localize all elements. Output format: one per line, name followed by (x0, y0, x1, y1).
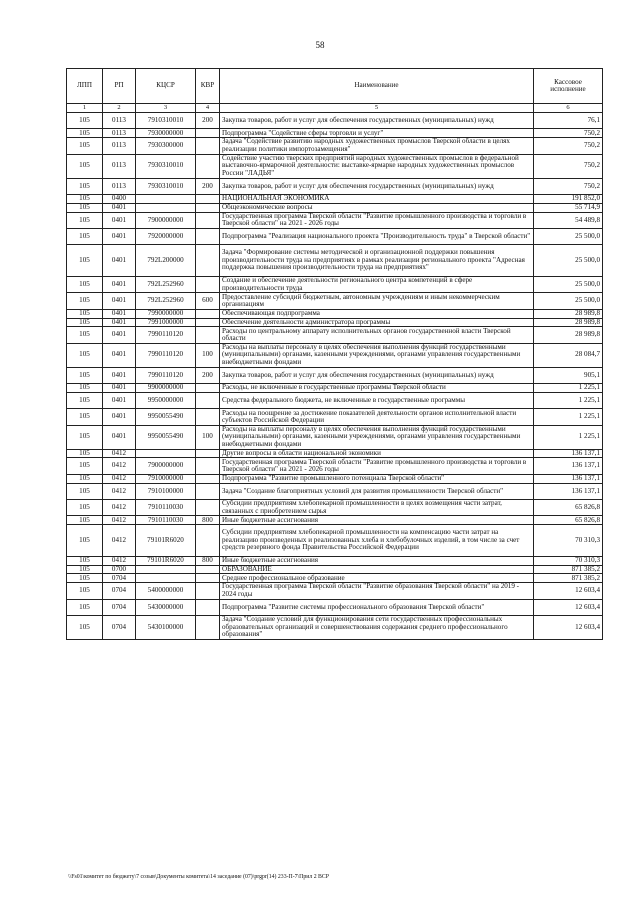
cell-kcsr: 792L200000 (136, 245, 196, 277)
column-number: 4 (196, 104, 220, 113)
header-cash-execution: Кассовое исполнение (534, 69, 603, 104)
table-row (67, 203, 603, 212)
table-row (67, 483, 603, 499)
header-rp: РП (103, 69, 136, 104)
cell-rp: 0412 (103, 483, 136, 499)
cell-value: 136 137,1 (534, 449, 603, 458)
table-row (67, 425, 603, 449)
header-name: Наименование (220, 69, 534, 104)
table-row (67, 500, 603, 516)
cell-name: Задача "Создание условий для функционирования сети государственных профессиональных образовательных организаций и совершенствования содержания среднего профессионального образования" (220, 616, 534, 640)
cell-lpp: 105 (67, 500, 103, 516)
cell-lpp: 105 (67, 525, 103, 557)
cell-rp: 0401 (103, 212, 136, 228)
cell-lpp: 105 (67, 425, 103, 449)
cell-value: 25 500,0 (534, 276, 603, 292)
cell-name: Расходы по центральному аппарату исполнительных органов государственной власти Тверской области (220, 327, 534, 343)
header-kvr: КВР (196, 69, 220, 104)
table-row (67, 525, 603, 557)
cell-name: Задача "Содействие развитию народных художественных промыслов Тверской области в целях реализации политики импортозамещения" (220, 138, 534, 154)
table-header-row (67, 69, 603, 104)
cell-value: 65 826,8 (534, 500, 603, 516)
cell-kvr (196, 599, 220, 615)
cell-kvr (196, 384, 220, 393)
cell-name: Иные бюджетные ассигнования (220, 516, 534, 525)
cell-rp: 0704 (103, 599, 136, 615)
cell-kvr (196, 129, 220, 138)
cell-name: Расходы на поощрение за достижение показателей деятельности органов исполнительной власти субъектов Российской Федерации (220, 409, 534, 425)
cell-kcsr: 7991000000 (136, 318, 196, 327)
cell-kcsr: 9950055490 (136, 425, 196, 449)
cell-name: Общеэкономические вопросы (220, 203, 534, 212)
cell-value: 54 489,8 (534, 212, 603, 228)
cell-value: 65 826,8 (534, 516, 603, 525)
cell-kcsr: 7930300000 (136, 138, 196, 154)
table-row (67, 616, 603, 640)
column-number: 2 (103, 104, 136, 113)
cell-name: Задача "Формирование системы методической и организационной поддержки повышения производительности труда на предприятиях в рамках реализации регионального проекта "Адресная поддержка повышения производительности труда на предприятиях" (220, 245, 534, 277)
cell-rp: 0401 (103, 293, 136, 309)
cell-name: Задача "Создание благоприятных условий для развития промышленности Тверской области" (220, 483, 534, 499)
cell-name: Содействие участию тверских предприятий народных художественных промыслов в федеральной выставочно-ярмарочной деятельности: выставке-ярмарке народных художественных промыслов России "ЛАДЬЯ" (220, 154, 534, 178)
cell-kcsr: 5430100000 (136, 616, 196, 640)
cell-kcsr (136, 574, 196, 583)
table-row (67, 245, 603, 277)
cell-value: 25 500,0 (534, 245, 603, 277)
cell-value: 28 989,8 (534, 318, 603, 327)
cell-kvr: 100 (196, 425, 220, 449)
cell-value: 1 225,1 (534, 425, 603, 449)
cell-kvr (196, 154, 220, 178)
cell-name: Подпрограмма "Развитие системы профессионального образования Тверской области" (220, 599, 534, 615)
cell-rp: 0412 (103, 458, 136, 474)
cell-kvr: 100 (196, 343, 220, 367)
cell-name: НАЦИОНАЛЬНАЯ ЭКОНОМИКА (220, 194, 534, 203)
cell-value: 12 603,4 (534, 616, 603, 640)
cell-value: 12 603,4 (534, 599, 603, 615)
cell-kcsr: 79101R6020 (136, 556, 196, 565)
cell-name: Расходы, не включенные в государственные программы Тверской области (220, 384, 534, 393)
cell-kcsr: 9950000000 (136, 392, 196, 408)
cell-kvr (196, 309, 220, 318)
cell-name: Подпрограмма "Реализация национального проекта "Производительность труда" в Тверской области" (220, 228, 534, 244)
table-row (67, 474, 603, 483)
cell-rp: 0401 (103, 309, 136, 318)
cell-kcsr (136, 449, 196, 458)
cell-lpp: 105 (67, 367, 103, 383)
cell-kcsr: 7900000000 (136, 212, 196, 228)
cell-lpp: 105 (67, 483, 103, 499)
cell-rp: 0401 (103, 343, 136, 367)
cell-rp: 0412 (103, 500, 136, 516)
cell-kcsr: 7910100000 (136, 483, 196, 499)
cell-kvr (196, 616, 220, 640)
cell-rp: 0401 (103, 276, 136, 292)
table-row (67, 113, 603, 129)
cell-lpp: 105 (67, 474, 103, 483)
table-row (67, 449, 603, 458)
cell-value: 28 084,7 (534, 343, 603, 367)
cell-value: 25 500,0 (534, 228, 603, 244)
cell-rp: 0412 (103, 449, 136, 458)
cell-rp: 0412 (103, 516, 136, 525)
table-row (67, 194, 603, 203)
cell-value: 136 137,1 (534, 474, 603, 483)
cell-kvr (196, 245, 220, 277)
table-row (67, 154, 603, 178)
cell-name: ОБРАЗОВАНИЕ (220, 565, 534, 574)
cell-kvr: 600 (196, 293, 220, 309)
cell-name: Средства федерального бюджета, не включенные в государственные программы (220, 392, 534, 408)
cell-kvr (196, 449, 220, 458)
cell-kcsr: 7930000000 (136, 129, 196, 138)
cell-kcsr: 7930310010 (136, 154, 196, 178)
cell-kcsr: 7990110120 (136, 367, 196, 383)
cell-kcsr: 7900000000 (136, 458, 196, 474)
cell-kvr (196, 458, 220, 474)
cell-kvr (196, 212, 220, 228)
cell-lpp: 105 (67, 392, 103, 408)
cell-name: Расходы на выплаты персоналу в целях обеспечения выполнения функций государственными (муниципальными) органами, казенными учреждениями, органами управления государственными внебюджетными фондами (220, 425, 534, 449)
cell-rp: 0113 (103, 138, 136, 154)
table-row (67, 565, 603, 574)
cell-rp: 0704 (103, 583, 136, 599)
cell-lpp: 105 (67, 458, 103, 474)
cell-kvr (196, 392, 220, 408)
cell-rp: 0412 (103, 556, 136, 565)
cell-kvr (196, 194, 220, 203)
cell-value: 1 225,1 (534, 384, 603, 393)
table-row (67, 293, 603, 309)
table-row (67, 228, 603, 244)
column-number: 3 (136, 104, 196, 113)
cell-kvr (196, 228, 220, 244)
cell-kcsr: 7930310010 (136, 178, 196, 194)
cell-value: 750,2 (534, 154, 603, 178)
cell-lpp: 105 (67, 178, 103, 194)
cell-value: 871 385,2 (534, 574, 603, 583)
cell-rp: 0401 (103, 203, 136, 212)
table-row (67, 556, 603, 565)
table-row (67, 583, 603, 599)
cell-rp: 0401 (103, 245, 136, 277)
column-number: 1 (67, 104, 103, 113)
cell-kcsr: 792L252960 (136, 293, 196, 309)
cell-lpp: 105 (67, 138, 103, 154)
cell-rp: 0113 (103, 154, 136, 178)
cell-name: Государственная программа Тверской области "Развитие образования Тверской области" на 2019 - 2024 годы (220, 583, 534, 599)
cell-kcsr (136, 565, 196, 574)
cell-name: Закупка товаров, работ и услуг для обеспечения государственных (муниципальных) нужд (220, 178, 534, 194)
cell-kvr (196, 203, 220, 212)
cell-lpp: 105 (67, 212, 103, 228)
cell-lpp: 105 (67, 309, 103, 318)
cell-name: Среднее профессиональное образование (220, 574, 534, 583)
column-number: 6 (534, 104, 603, 113)
cell-kvr (196, 565, 220, 574)
cell-value: 1 225,1 (534, 409, 603, 425)
cell-rp: 0113 (103, 129, 136, 138)
cell-name: Подпрограмма "Развитие промышленного потенциала Тверской области" (220, 474, 534, 483)
table-row (67, 458, 603, 474)
table-row (67, 599, 603, 615)
cell-lpp: 105 (67, 129, 103, 138)
cell-lpp: 105 (67, 574, 103, 583)
cell-kvr (196, 327, 220, 343)
cell-name: Другие вопросы в области национальной экономики (220, 449, 534, 458)
cell-value: 28 989,8 (534, 309, 603, 318)
cell-kcsr: 7910310010 (136, 113, 196, 129)
cell-kcsr: 792L252960 (136, 276, 196, 292)
cell-kvr (196, 583, 220, 599)
cell-rp: 0401 (103, 392, 136, 408)
cell-rp: 0401 (103, 409, 136, 425)
cell-name: Подпрограмма "Содействие сферы торговли и услуг" (220, 129, 534, 138)
cell-kcsr: 7910110030 (136, 500, 196, 516)
cell-value: 871 385,2 (534, 565, 603, 574)
cell-value: 70 310,3 (534, 525, 603, 557)
cell-rp: 0401 (103, 425, 136, 449)
cell-value: 750,2 (534, 138, 603, 154)
cell-name: Субсидии предприятиям хлебопекарной промышленности в целях возмещения части затрат, связанных с приобретением сырья (220, 500, 534, 516)
cell-kvr: 800 (196, 516, 220, 525)
cell-kvr (196, 474, 220, 483)
table-row (67, 318, 603, 327)
cell-rp: 0401 (103, 384, 136, 393)
cell-value: 76,1 (534, 113, 603, 129)
cell-rp: 0401 (103, 228, 136, 244)
table-row (67, 384, 603, 393)
table-row (67, 392, 603, 408)
table-row (67, 409, 603, 425)
column-number: 5 (220, 104, 534, 113)
cell-kcsr (136, 203, 196, 212)
cell-kvr (196, 525, 220, 557)
cell-value: 136 137,1 (534, 458, 603, 474)
cell-kvr (196, 409, 220, 425)
cell-kcsr: 5430000000 (136, 599, 196, 615)
cell-kvr (196, 483, 220, 499)
cell-rp: 0704 (103, 574, 136, 583)
cell-name: Субсидии предприятиям хлебопекарной промышленности на компенсацию части затрат на реализацию произведенных и реализованных хлеба и хлебобулочных изделий, в том числе за счет средств резервного фонда Правительства Российской Федерации (220, 525, 534, 557)
cell-name: Расходы на выплаты персоналу в целях обеспечения выполнения функций государственными (муниципальными) органами, казенными учреждениями, органами управления государственными внебюджетными фондами (220, 343, 534, 367)
cell-kvr (196, 138, 220, 154)
cell-kvr (196, 574, 220, 583)
cell-kcsr: 9950055490 (136, 409, 196, 425)
table-row (67, 178, 603, 194)
table-row (67, 574, 603, 583)
cell-rp: 0704 (103, 616, 136, 640)
cell-lpp: 105 (67, 583, 103, 599)
header-kcsr: КЦСР (136, 69, 196, 104)
cell-lpp: 105 (67, 194, 103, 203)
cell-kvr: 200 (196, 367, 220, 383)
column-number-row (67, 104, 603, 113)
cell-name: Государственная программа Тверской области "Развитие промышленного производства и торговли в Тверской области" на 2021 - 2026 годы (220, 458, 534, 474)
budget-execution-table (66, 68, 603, 640)
cell-kcsr: 79101R6020 (136, 525, 196, 557)
cell-kvr (196, 318, 220, 327)
cell-lpp: 105 (67, 293, 103, 309)
cell-lpp: 105 (67, 384, 103, 393)
cell-value: 25 500,0 (534, 293, 603, 309)
cell-kcsr: 7920000000 (136, 228, 196, 244)
cell-name: Предоставление субсидий бюджетным, автономным учреждениям и иным некоммерческим организациям (220, 293, 534, 309)
cell-value: 70 310,3 (534, 556, 603, 565)
cell-kcsr: 7990110120 (136, 343, 196, 367)
table-row (67, 276, 603, 292)
table-row (67, 516, 603, 525)
cell-value: 905,1 (534, 367, 603, 383)
cell-rp: 0412 (103, 474, 136, 483)
cell-kcsr: 9900000000 (136, 384, 196, 393)
table-row (67, 343, 603, 367)
table-row (67, 367, 603, 383)
cell-rp: 0401 (103, 327, 136, 343)
cell-name: Государственная программа Тверской области "Развитие промышленного производства и торговли в Тверской области" на 2021 - 2026 годы (220, 212, 534, 228)
cell-lpp: 105 (67, 556, 103, 565)
cell-value: 12 603,4 (534, 583, 603, 599)
table-row (67, 138, 603, 154)
cell-kvr (196, 500, 220, 516)
cell-name: Закупка товаров, работ и услуг для обеспечения государственных (муниципальных) нужд (220, 113, 534, 129)
cell-lpp: 105 (67, 565, 103, 574)
cell-kcsr: 7990110120 (136, 327, 196, 343)
cell-value: 750,2 (534, 129, 603, 138)
cell-rp: 0700 (103, 565, 136, 574)
header-lpp: ЛПП (67, 69, 103, 104)
cell-rp: 0401 (103, 318, 136, 327)
page-number: 58 (315, 40, 325, 50)
cell-value: 750,2 (534, 178, 603, 194)
cell-lpp: 105 (67, 516, 103, 525)
table-row (67, 129, 603, 138)
cell-name: Иные бюджетные ассигнования (220, 556, 534, 565)
cell-rp: 0113 (103, 113, 136, 129)
cell-lpp: 105 (67, 154, 103, 178)
cell-name: Обеспечение деятельности администратора программы (220, 318, 534, 327)
cell-lpp: 105 (67, 276, 103, 292)
cell-value: 28 989,8 (534, 327, 603, 343)
cell-lpp: 105 (67, 203, 103, 212)
cell-rp: 0412 (103, 525, 136, 557)
cell-kvr: 200 (196, 113, 220, 129)
cell-value: 191 852,0 (534, 194, 603, 203)
cell-lpp: 105 (67, 318, 103, 327)
cell-lpp: 105 (67, 616, 103, 640)
file-path-footer: \\Fs01\комитет по бюджету\7 созыв\Документы комитета\14 заседание (07)\prgpr(14) 233-П-7\Прил 2 ВСР (68, 874, 329, 880)
cell-kvr: 800 (196, 556, 220, 565)
cell-value: 136 137,1 (534, 483, 603, 499)
cell-value: 55 714,9 (534, 203, 603, 212)
table-row (67, 327, 603, 343)
cell-lpp: 105 (67, 409, 103, 425)
cell-kcsr (136, 194, 196, 203)
cell-lpp: 105 (67, 343, 103, 367)
table-body (67, 113, 603, 640)
cell-kcsr: 7910110030 (136, 516, 196, 525)
table-row (67, 309, 603, 318)
cell-lpp: 105 (67, 599, 103, 615)
cell-rp: 0401 (103, 367, 136, 383)
cell-lpp: 105 (67, 449, 103, 458)
cell-lpp: 105 (67, 228, 103, 244)
cell-name: Обеспечивающая подпрограмма (220, 309, 534, 318)
cell-kcsr: 7910000000 (136, 474, 196, 483)
cell-rp: 0400 (103, 194, 136, 203)
cell-lpp: 105 (67, 327, 103, 343)
cell-kvr: 200 (196, 178, 220, 194)
cell-kvr (196, 276, 220, 292)
cell-kcsr: 7990000000 (136, 309, 196, 318)
cell-name: Создание и обеспечение деятельности регионального центра компетенций в сфере производительности труда (220, 276, 534, 292)
cell-value: 1 225,1 (534, 392, 603, 408)
cell-name: Закупка товаров, работ и услуг для обеспечения государственных (муниципальных) нужд (220, 367, 534, 383)
cell-lpp: 105 (67, 113, 103, 129)
cell-rp: 0113 (103, 178, 136, 194)
cell-kcsr: 5400000000 (136, 583, 196, 599)
table-row (67, 212, 603, 228)
cell-lpp: 105 (67, 245, 103, 277)
